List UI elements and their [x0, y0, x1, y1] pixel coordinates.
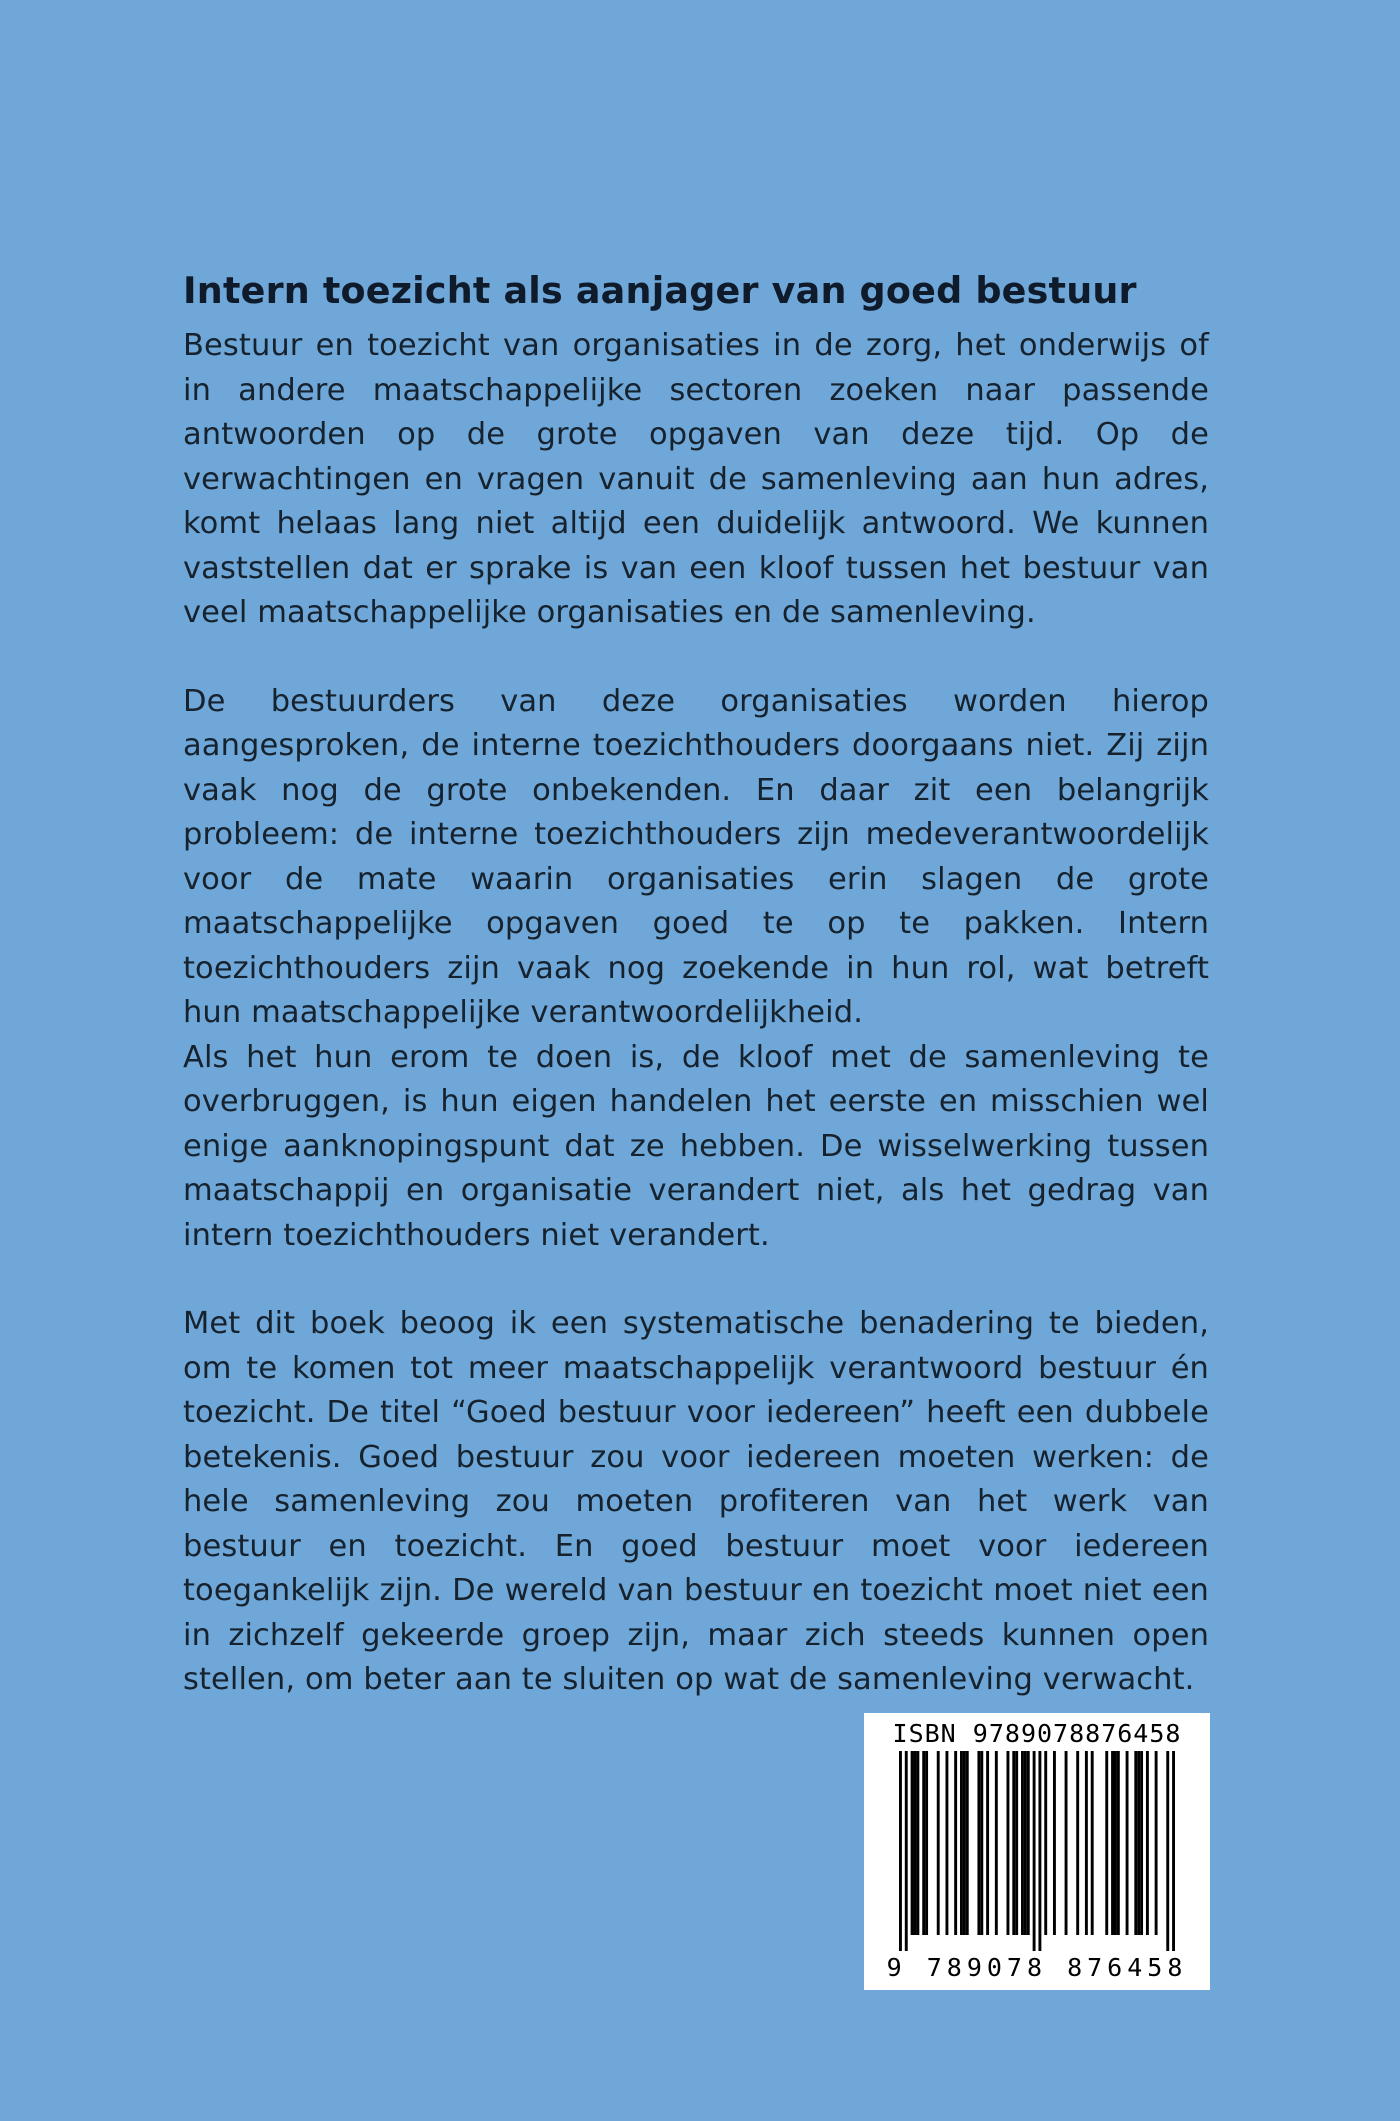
barcode-bar — [1024, 1751, 1027, 1935]
barcode-bar — [1021, 1751, 1024, 1935]
barcode-bar — [922, 1751, 925, 1935]
barcode-bar — [960, 1751, 963, 1935]
barcode-bar — [1038, 1751, 1041, 1951]
barcode-bar — [1114, 1751, 1117, 1935]
barcode-bar — [1053, 1751, 1056, 1935]
barcode-bar — [1033, 1751, 1036, 1951]
barcode-bars — [899, 1751, 1175, 1951]
isbn-barcode — [864, 1713, 1210, 1990]
blurb-paragraph-4: Met dit boek beoog ik een systematische benadering te bieden, om te komen tot meer maatschappelijk verantwoord bestuur én toezicht. De titel “Goed bestuur voor iedereen” heeft een dubbele betekenis. Goed bestuur zou voor iedereen moeten werken: de hele samenleving zou moeten profiteren van het werk van bestuur en toezicht. En goed bestuur moet voor iedereen toegankelijk zijn. De wereld van bestuur en toezicht moet niet een in zichzelf gekeerde groep zijn, maar zich steeds kunnen open stellen, om beter aan te sluiten op wat de samenleving verwacht. — [183, 1306, 1209, 1697]
barcode-bar — [977, 1751, 980, 1935]
barcode-bar — [963, 1751, 966, 1935]
barcode-bar — [986, 1751, 989, 1935]
blurb-paragraph-3: Als het hun erom te doen is, de kloof met de samenleving te overbruggen, is hun eigen handelen het eerste en misschien wel enige aanknopingspunt dat ze hebben. De wisselwerking tussen maatschappij en organisatie verandert niet, als het gedrag van intern toezichthouders niet verandert. — [183, 1039, 1209, 1253]
barcode-bar — [1140, 1751, 1143, 1935]
barcode-bar — [1166, 1751, 1169, 1951]
barcode-bar — [1111, 1751, 1114, 1935]
barcode-bar — [945, 1751, 948, 1935]
barcode-bar — [1027, 1751, 1030, 1935]
barcode-bar — [1137, 1751, 1140, 1935]
barcode-bar — [1146, 1751, 1149, 1935]
barcode-bar — [1012, 1751, 1015, 1935]
barcode-bar — [1091, 1751, 1094, 1935]
barcode-bar — [1044, 1751, 1047, 1935]
barcode-digits: 9 789078 876458 — [886, 1953, 1188, 1982]
barcode-bar — [1117, 1751, 1120, 1935]
blurb-paragraph-2: De bestuurders van deze organisaties worden hierop aangesproken, de interne toezichthouders doorgaans niet. Zij zijn vaak nog de grote onbekenden. En daar zit een belangrijk probleem: de interne toezichthouders zijn medeverantwoordelijk voor de mate waarin organisaties erin slagen de grote maatschappelijke opgaven goed te op te pakken. Intern toezichthouders zijn vaak nog zoekende in hun rol, wat betreft hun maatschappelijke verantwoordelijkheid. — [183, 683, 1209, 1030]
blurb — [183, 268, 1209, 1703]
barcode-bar — [1155, 1751, 1158, 1935]
barcode-bar — [1015, 1751, 1018, 1935]
paragraph-gap — [183, 1258, 1209, 1302]
barcode-bar — [995, 1751, 998, 1935]
barcode-bar — [914, 1751, 917, 1935]
barcode-bar — [899, 1751, 902, 1951]
barcode-bar — [1134, 1751, 1137, 1935]
barcode-bar — [905, 1751, 908, 1951]
barcode-bar — [1006, 1751, 1009, 1935]
barcode-bar — [925, 1751, 928, 1935]
barcode-bar — [1172, 1751, 1175, 1951]
barcode-bar — [980, 1751, 983, 1935]
barcode-bar — [937, 1751, 940, 1935]
barcode-bar — [911, 1751, 914, 1935]
barcode-bar — [916, 1751, 919, 1935]
barcode-bar — [1065, 1751, 1068, 1935]
barcode-bar — [1076, 1751, 1079, 1935]
barcode-bar — [966, 1751, 969, 1935]
blurb-paragraph-1: Bestuur en toezicht van organisaties in de zorg, het onderwijs of in andere maatschappelijke sectoren zoeken naar passende antwoorden op de grote opgaven van deze tijd. Op de verwachtingen en vragen vanuit de samenleving aan hun adres, komt helaas lang niet altijd een duidelijk antwoord. We kunnen vaststellen dat er sprake is van een kloof tussen het bestuur van veel maatschappelijke organisaties en de samenleving. — [183, 328, 1209, 630]
isbn-label: ISBN 9789078876458 — [892, 1719, 1182, 1748]
barcode-bar — [1085, 1751, 1088, 1935]
barcode-bar — [954, 1751, 957, 1935]
book-title: Intern toezicht als aanjager van goed bestuur — [183, 269, 1137, 312]
barcode-bar — [1126, 1751, 1129, 1935]
barcode-bar — [1105, 1751, 1108, 1935]
paragraph-gap — [183, 636, 1209, 680]
